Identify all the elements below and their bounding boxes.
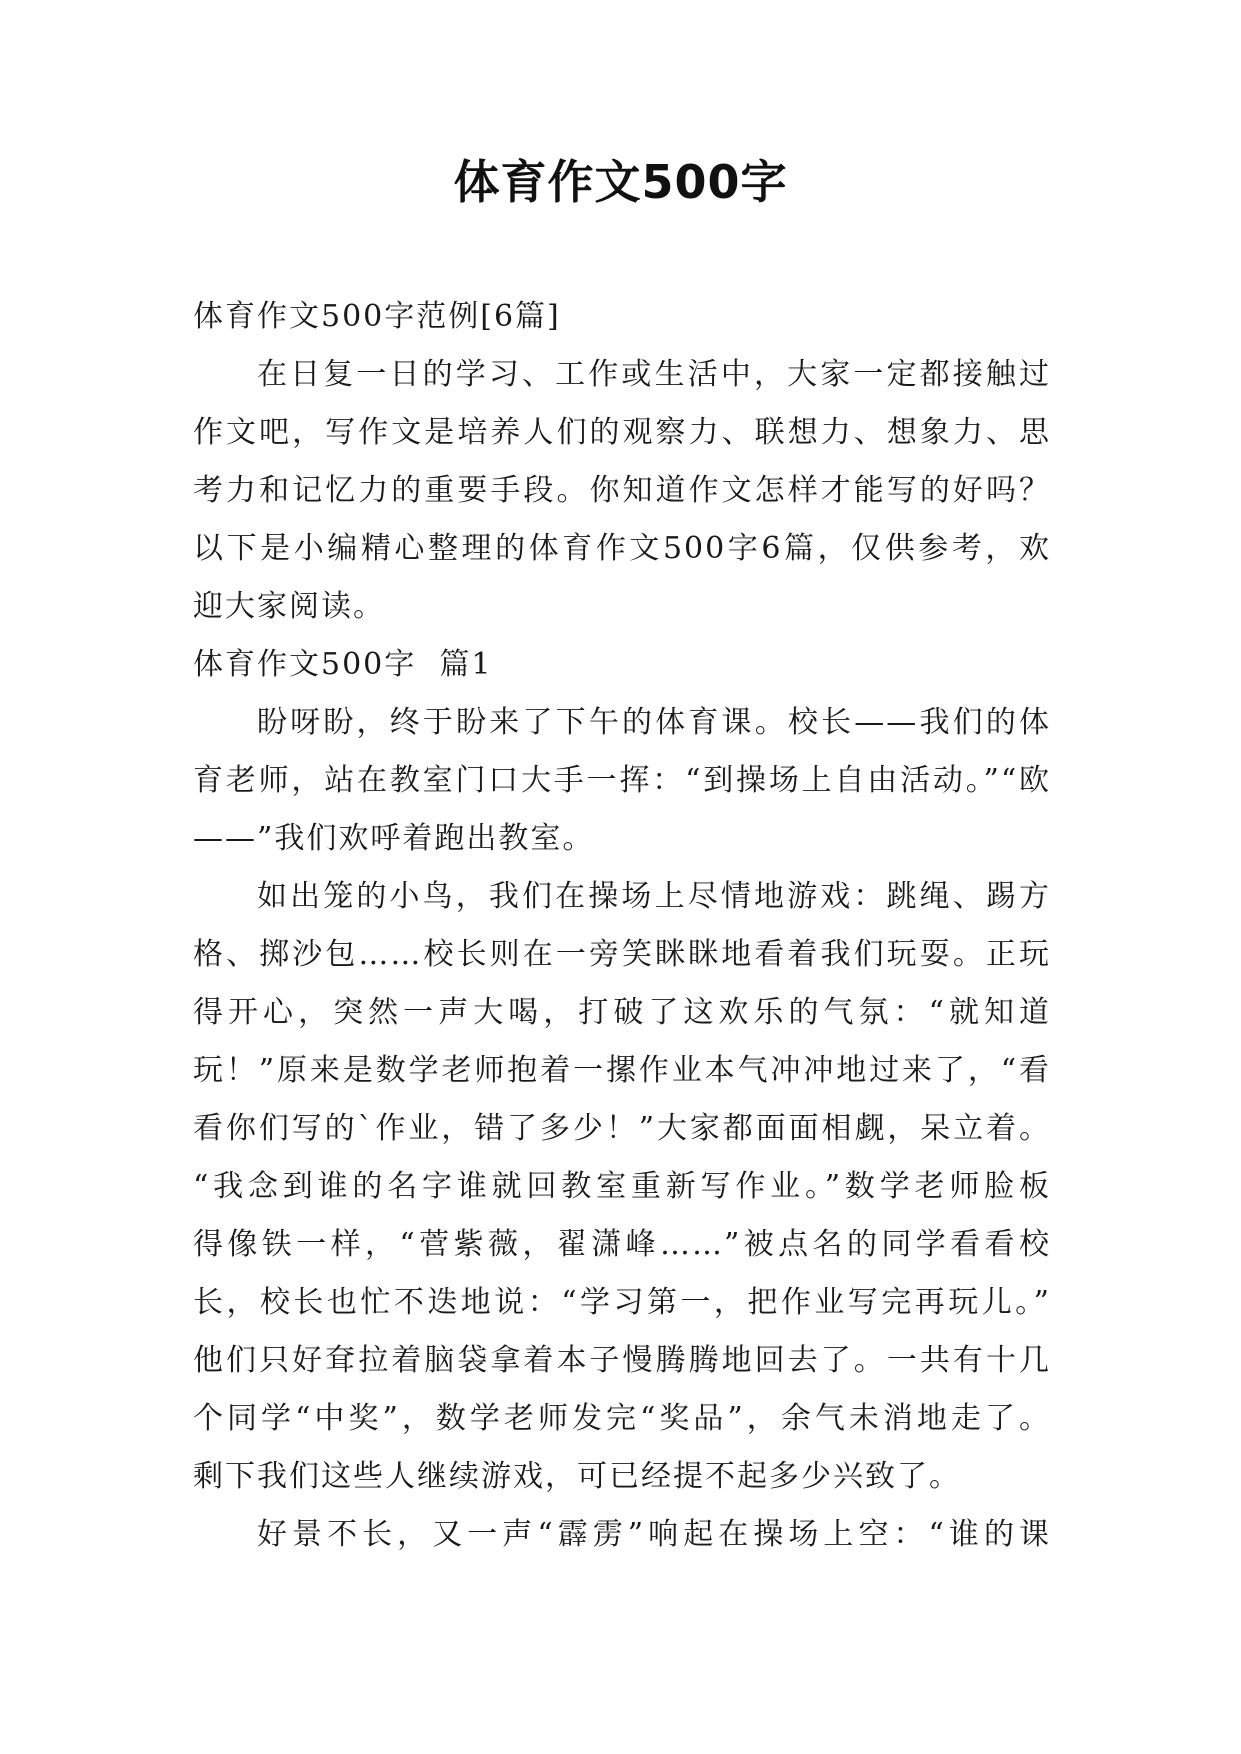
paragraph-line: 如出笼的小鸟，我们在操场上尽情地游戏：跳绳、踢方 [257,879,1051,914]
paragraph-line: 长，校长也忙不迭地说：“学习第一，把作业写完再玩儿。” [193,1285,1051,1320]
paragraph-line: 剩下我们这些人继续游戏，可已经提不起多少兴致了。 [193,1459,961,1494]
document-body [193,288,1051,1564]
paragraph-line: 看你们写的`作业，错了多少！”大家都面面相觑，呆立着。 [193,1111,1051,1146]
section-heading: 体育作文500字 篇1 [193,647,493,682]
intro-line: 以下是小编精心整理的体育作文500字6篇，仅供参考，欢 [193,531,1051,566]
paragraph-line: “我念到谁的名字谁就回教室重新写作业。”数学老师脸板 [193,1169,1051,1204]
paragraph-line: 得开心，突然一声大喝，打破了这欢乐的气氛：“就知道 [193,995,1051,1030]
intro-line: 考力和记忆力的重要手段。你知道作文怎样才能写的好吗？ [193,473,1051,508]
paragraph-line: 格、掷沙包……校长则在一旁笑眯眯地看着我们玩耍。正玩 [193,937,1051,972]
paragraph-line: 玩！”原来是数学老师抱着一摞作业本气冲冲地过来了，“看 [193,1053,1051,1088]
intro-line: 在日复一日的学习、工作或生活中，大家一定都接触过 [257,357,1051,392]
document-title: 体育作文500字 [453,155,788,209]
subtitle-line: 体育作文500字范例[6篇] [193,299,561,334]
paragraph-line: 盼呀盼，终于盼来了下午的体育课。校长——我们的体 [257,705,1051,740]
paragraph-line: ——”我们欢呼着跑出教室。 [193,821,595,856]
paragraph-line: 得像铁一样，“菅紫薇，翟潇峰……”被点名的同学看看校 [193,1227,1051,1262]
intro-line: 迎大家阅读。 [193,589,385,624]
paragraph-line: 育老师，站在教室门口大手一挥：“到操场上自由活动。”“欧 [193,763,1051,798]
paragraph-line: 好景不长，又一声“霹雳”响起在操场上空：“谁的课 [257,1517,1051,1552]
paragraph-line: 个同学“中奖”，数学老师发完“奖品”，余气未消地走了。 [193,1401,1051,1436]
intro-line: 作文吧，写作文是培养人们的观察力、联想力、想象力、思 [193,415,1051,450]
paragraph-line: 他们只好耷拉着脑袋拿着本子慢腾腾地回去了。一共有十几 [193,1343,1051,1378]
